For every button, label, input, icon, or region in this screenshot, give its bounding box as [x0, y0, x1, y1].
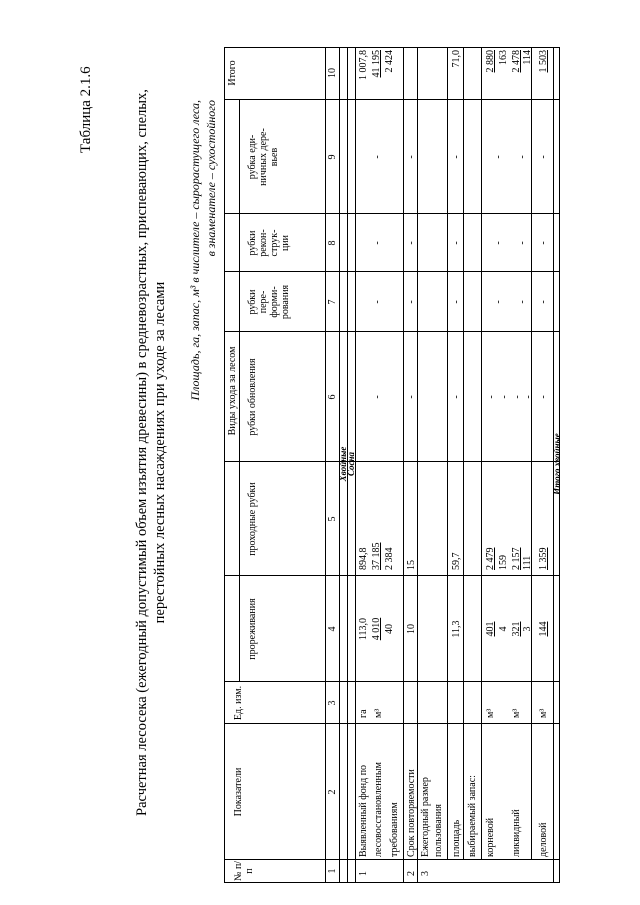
header-indicators: Показатели — [233, 767, 244, 817]
dash-cell: - — [538, 395, 549, 399]
row-line — [447, 48, 448, 860]
value-cell: 15 — [406, 560, 417, 570]
header-renewal: рубки обновления — [247, 358, 258, 436]
dash-cell: - — [406, 155, 417, 159]
dash-cell: - — [523, 395, 534, 399]
dash-cell: - — [451, 155, 462, 159]
dash-cell: - — [517, 300, 528, 304]
col-number: 7 — [327, 299, 338, 305]
header-num: № п/п — [233, 860, 255, 882]
col-divider — [225, 859, 559, 860]
value-cell: 1 359 — [538, 547, 549, 570]
dash-cell: - — [451, 300, 462, 304]
col-number: 1 — [327, 868, 338, 874]
col-number: 4 — [327, 626, 338, 632]
value-cell: 144 — [538, 621, 549, 637]
table-label: Таблица 2.1.6 — [78, 66, 94, 153]
total-cell: 2 880 — [485, 50, 496, 73]
dash-cell: - — [372, 241, 383, 245]
dash-cell: - — [493, 300, 504, 304]
dash-cell: - — [538, 300, 549, 304]
row-number: 1 — [358, 871, 369, 876]
value-cell: 59,7 — [451, 552, 462, 570]
row-label-line: требованиям — [389, 802, 400, 857]
header-total: Итого — [227, 60, 238, 86]
header-unit: Ед. изм. — [233, 685, 244, 721]
col-number: 6 — [327, 394, 338, 400]
dash-cell: - — [517, 155, 528, 159]
value-cell: 894,8 — [358, 547, 369, 570]
col-number: 9 — [327, 154, 338, 160]
row-label: ликвидный — [511, 809, 522, 857]
value-cell: 113,0 — [358, 617, 369, 641]
col-divider — [225, 723, 559, 724]
col-number: 2 — [327, 789, 338, 795]
header-passage: проходные рубки — [247, 482, 258, 556]
dash-cell: - — [512, 395, 523, 399]
subsection-label: Сосна — [346, 451, 356, 477]
row-label: площадь — [451, 819, 462, 857]
row-label: корневой — [485, 817, 496, 857]
value-cell: 2 157 — [511, 547, 522, 570]
total-cell: 41 195 — [371, 50, 382, 78]
row-label: Срок повторяемости — [406, 769, 417, 857]
units-note-line-2: в знаменателе – сухостойного — [204, 100, 218, 257]
header-single-trees: рубка еди- ничных дере- вьев — [247, 128, 280, 186]
dash-cell: - — [493, 241, 504, 245]
table-title-line-1: Расчетная лесосека (ежегодный допустимый объем изъятия древесины) в средневозрастных, приспевающих, спелых, — [134, 89, 150, 816]
row-number: 3 — [420, 871, 431, 876]
total-cell: 2 478 — [511, 50, 522, 73]
dash-cell: - — [486, 395, 497, 399]
total-cell: 114 — [522, 50, 533, 65]
value-cell: 159 — [498, 555, 509, 570]
dash-cell: - — [451, 395, 462, 399]
dash-cell: - — [538, 155, 549, 159]
row-line — [403, 48, 404, 882]
dash-cell: - — [372, 155, 383, 159]
unit-cell: м³ — [485, 708, 496, 718]
dash-cell: - — [372, 300, 383, 304]
dash-cell: - — [372, 395, 383, 399]
total-cell: 1 007,8 — [358, 50, 369, 80]
value-cell: 401 — [485, 621, 496, 637]
row-label: выбираемый запас: — [467, 775, 478, 857]
row-label-line: Выявленный фонд по — [358, 764, 369, 857]
total-cell: 163 — [498, 50, 509, 65]
header-group-divider — [239, 100, 240, 682]
row-label-line: лесовосстановленным — [373, 762, 384, 857]
value-cell: 4 010 — [371, 617, 382, 641]
value-cell: 111 — [522, 555, 533, 570]
value-cell: 11,3 — [451, 620, 462, 638]
row-label-line: Ежегодный размер — [420, 777, 431, 857]
row-line — [481, 48, 482, 860]
dash-cell: - — [493, 155, 504, 159]
dash-cell: - — [517, 241, 528, 245]
value-cell: 2 479 — [485, 547, 496, 570]
data-table — [224, 47, 560, 883]
value-cell: 2 384 — [384, 547, 395, 570]
value-cell: 4 — [498, 626, 509, 632]
unit-cell: га — [358, 709, 369, 718]
row-label: деловой — [538, 822, 549, 857]
total-cell: 2 424 — [384, 50, 395, 73]
value-cell: 40 — [384, 624, 395, 634]
col-number: 5 — [327, 516, 338, 522]
col-number: 10 — [327, 68, 338, 78]
table-title-line-2: перестойных лесных насаждениях при уходе за лесами — [152, 281, 168, 624]
dash-cell: - — [499, 395, 510, 399]
row-line — [463, 48, 464, 860]
header-reformation: рубки пере- форми- рования — [247, 284, 291, 320]
value-cell: 3 — [522, 626, 533, 632]
dash-cell: - — [406, 300, 417, 304]
dash-cell: - — [538, 241, 549, 245]
section-label: Хвойные — [338, 446, 348, 482]
total-cell: 1 503 — [538, 50, 549, 73]
row-label-line: пользования — [433, 804, 444, 857]
dash-cell: - — [406, 395, 417, 399]
header-reconstruction: рубки рекон- струк- ции — [247, 229, 291, 257]
col-number: 8 — [327, 240, 338, 246]
value-cell: 37 185 — [371, 542, 382, 570]
header-thinning: прореживания — [247, 598, 258, 660]
dash-cell: - — [406, 241, 417, 245]
units-note-line-1: Площадь, га, запас, м³ в числителе – сырорастущего леса, — [188, 100, 202, 401]
col-number: 3 — [327, 700, 338, 706]
row-number: 2 — [406, 871, 417, 876]
header-bottom-line — [325, 48, 326, 882]
unit-cell: м³ — [511, 708, 522, 718]
value-cell: 10 — [406, 624, 417, 634]
value-cell: 321 — [511, 621, 522, 637]
footer-label: Итого хвойные — [552, 433, 562, 495]
header-care-types: Виды ухода за лесом — [227, 346, 238, 436]
unit-cell: м³ — [373, 708, 384, 718]
total-cell: 71,0 — [451, 50, 462, 68]
row-line — [417, 48, 418, 882]
dash-cell: - — [451, 241, 462, 245]
unit-cell: м³ — [538, 708, 549, 718]
